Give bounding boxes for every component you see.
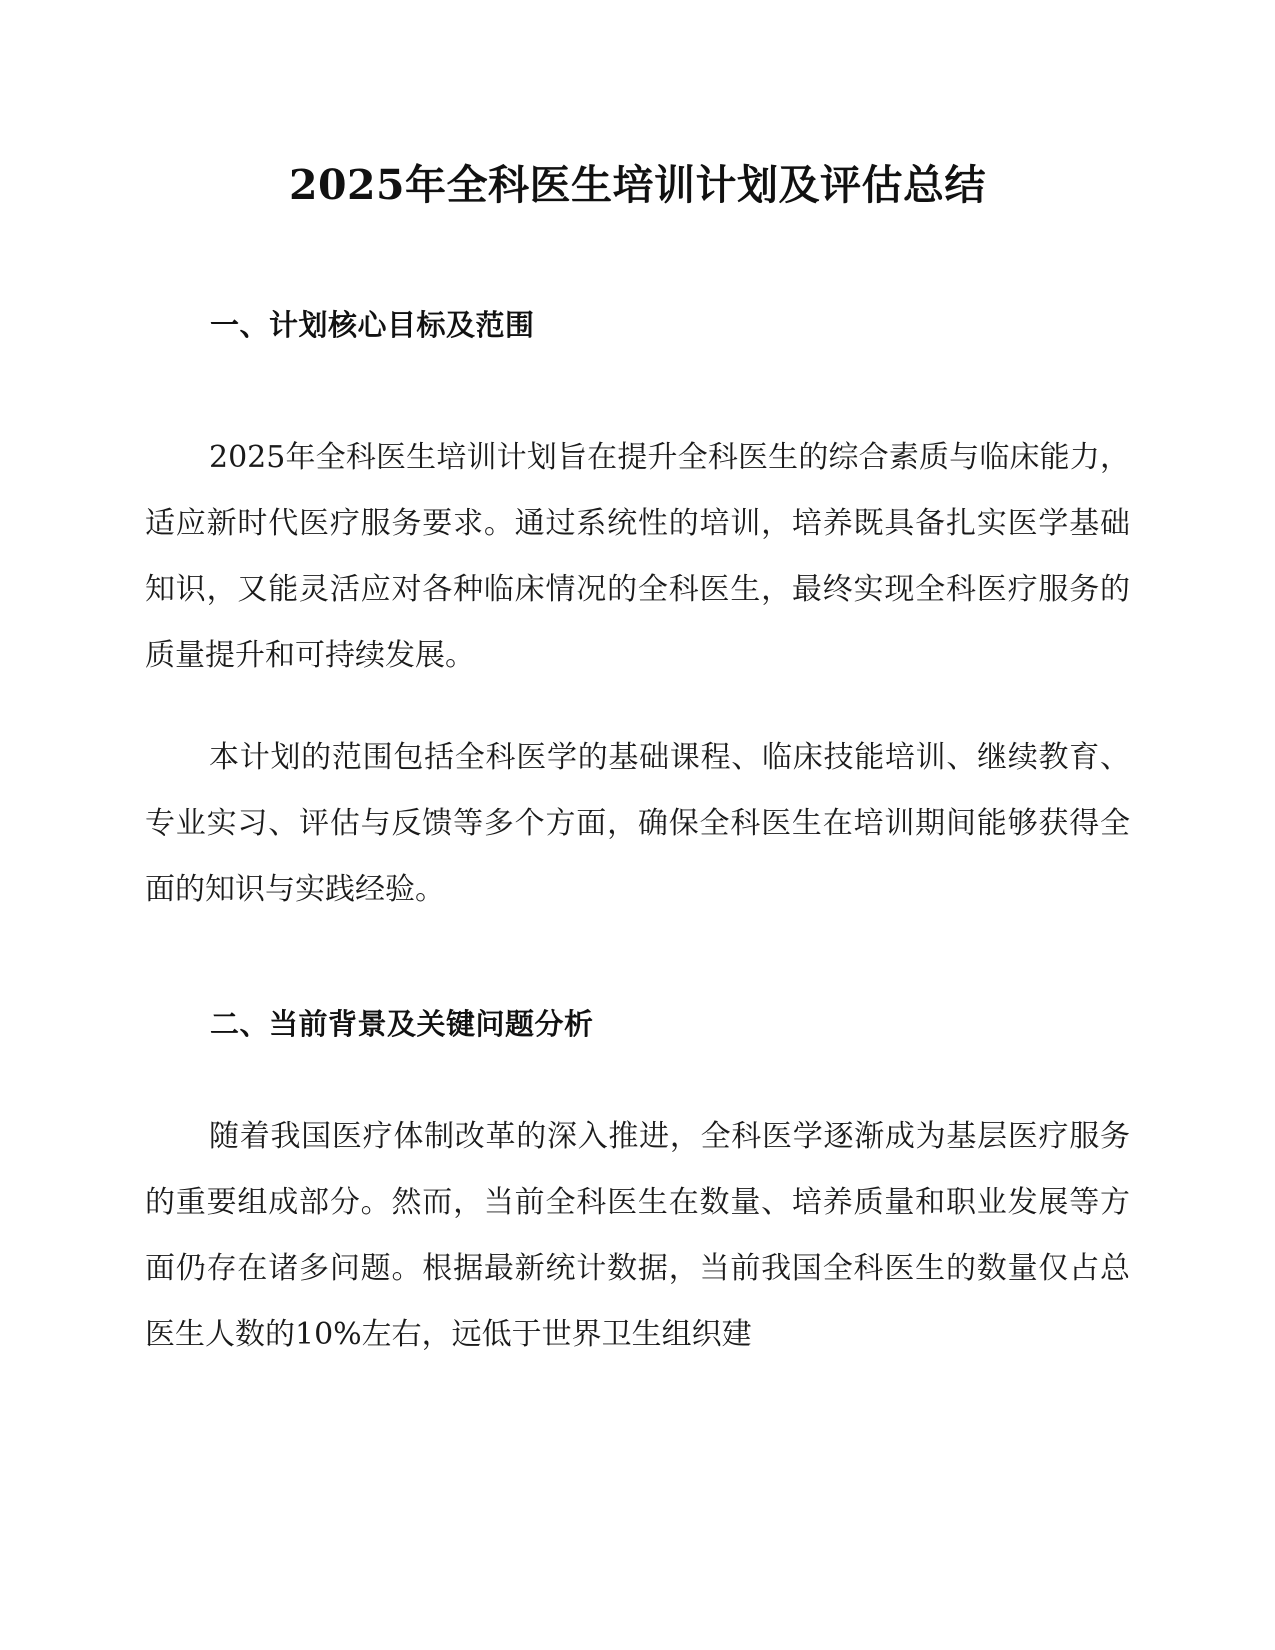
- document-title: 2025年全科医生培训计划及评估总结: [288, 161, 987, 209]
- section-heading-background-analysis: 二、当前背景及关键问题分析: [210, 1007, 594, 1041]
- paragraph-scope: 本计划的范围包括全科医学的基础课程、临床技能培训、继续教育、专业实习、评估与反馈等多个方面，确保全科医生在培训期间能够获得全面的知识与实践经验。: [145, 740, 1130, 907]
- section-heading-goals-scope: 一、计划核心目标及范围: [210, 308, 535, 342]
- paragraph-background: 随着我国医疗体制改革的深入推进，全科医学逐渐成为基层医疗服务的重要组成部分。然而，当前全科医生在数量、培养质量和职业发展等方面仍存在诸多问题。根据最新统计数据，当前我国全科医生的数量仅占总医生人数的10%左右，远低于世界卫生组织建: [145, 1119, 1130, 1352]
- paragraph-goals: 2025年全科医生培训计划旨在提升全科医生的综合素质与临床能力，适应新时代医疗服务要求。通过系统性的培训，培养既具备扎实医学基础知识，又能灵活应对各种临床情况的全科医生，最终实现全科医疗服务的质量提升和可持续发展。: [145, 440, 1130, 673]
